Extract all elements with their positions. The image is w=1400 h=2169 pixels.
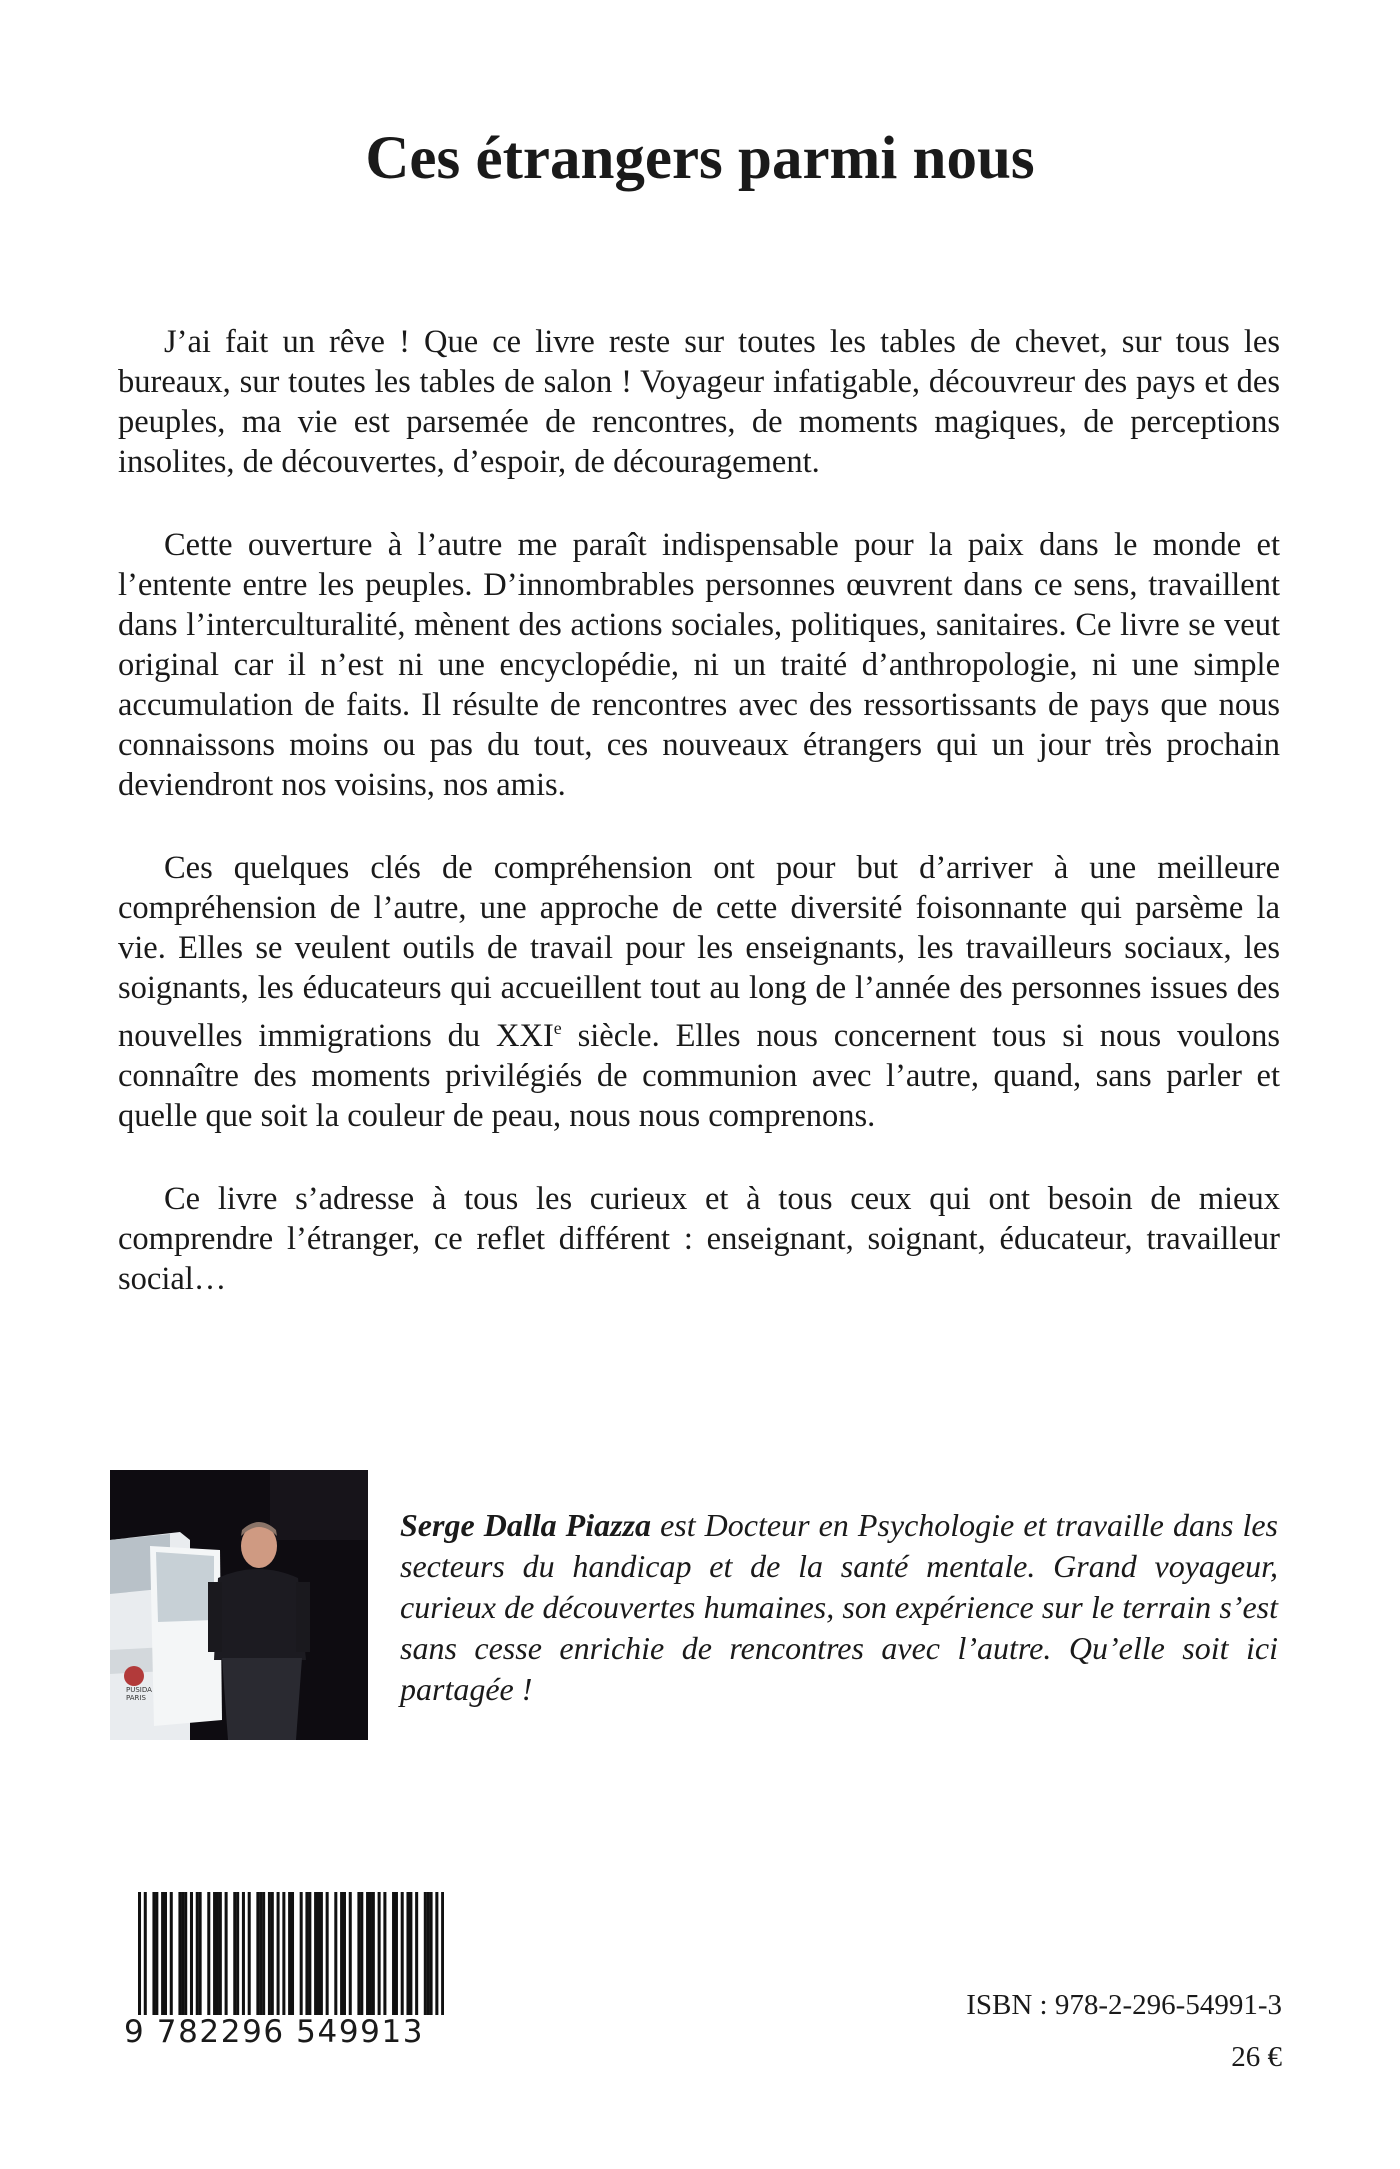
blurb-paragraph-4: Ce livre s’adresse à tous les curieux et à tous ceux qui ont besoin de mieux comprendre l’étranger, ce reflet différent : enseignant, soignant, éducateur, travailleur social… (118, 1180, 1280, 1297)
barcode-digits: 9 782296 549913 (120, 2015, 459, 2049)
author-name: Serge Dalla Piazza (400, 1507, 652, 1543)
book-title: Ces étrangers parmi nous (365, 124, 1035, 192)
author-bio (400, 1505, 1278, 1710)
blurb-paragraph-3 (118, 848, 1280, 1136)
price: 26 € (1231, 2041, 1282, 2073)
paragraph-3-end: siècle. Elles nous concernent tous si nous voulons connaître des moments privilégiés de communion avec l’autre, quand, sans parler et quelle que soit la couleur de peau, nous nous comprenons. (118, 1017, 1280, 1134)
blurb-paragraph-2: Cette ouverture à l’autre me paraît indispensable pour la paix dans le monde et l’entente entre les peuples. D’innombrables personnes œuvrent dans ce sens, travaillent dans l’interculturalité, mènent des actions sociales, politiques, sanitaires. Ce livre se veut original car il n’est ni une encyclopédie, ni un traité d’anthropologie, ni une simple accumulation de faits. Il résulte de rencontres avec des ressortissants de pays que nous connaissons moins ou pas du tout, ces nouveaux étrangers qui un jour très prochain deviendront nos voisins, nos amis. (118, 527, 1280, 803)
isbn: ISBN : 978-2-296-54991-3 (966, 1989, 1282, 2021)
author-photo (110, 1470, 368, 1740)
back-cover-blurb (118, 322, 1280, 1342)
photo-car-lettering: PUSIDA PARIS (126, 1686, 152, 1702)
century-superscript: e (553, 1018, 562, 1038)
blurb-paragraph-1: J’ai fait un rêve ! Que ce livre reste sur toutes les tables de chevet, sur tous les bureaux, sur toutes les tables de salon ! Voyageur infatigable, découvreur des pays et des peuples, ma vie est parsemée de rencontres, de moments magiques, de perceptions insolites, de découvertes, d’espoir, de découragement. (118, 324, 1280, 480)
author-bio-text: est Docteur en Psychologie et travaille dans les secteurs du handicap et de la santé mentale. Grand voyageur, curieux de découvertes humaines, son expérience sur le terrain s’est sans cesse enrichie de rencontres avec l’autre. Qu’elle soit ici partagée ! (400, 1507, 1279, 1707)
paragraph-3-start: Ces quelques clés de compréhension ont pour but d’arriver à une meilleure compréhension de l’autre, une approche de cette diversité foisonnante qui parsème la vie. Elles se veulent outils de travail pour les enseignants, les travailleurs sociaux, les soignants, les éducateurs qui accueillent tout au long de l’année des personnes issues des nouvelles immigrations du XXI (118, 850, 1280, 1054)
